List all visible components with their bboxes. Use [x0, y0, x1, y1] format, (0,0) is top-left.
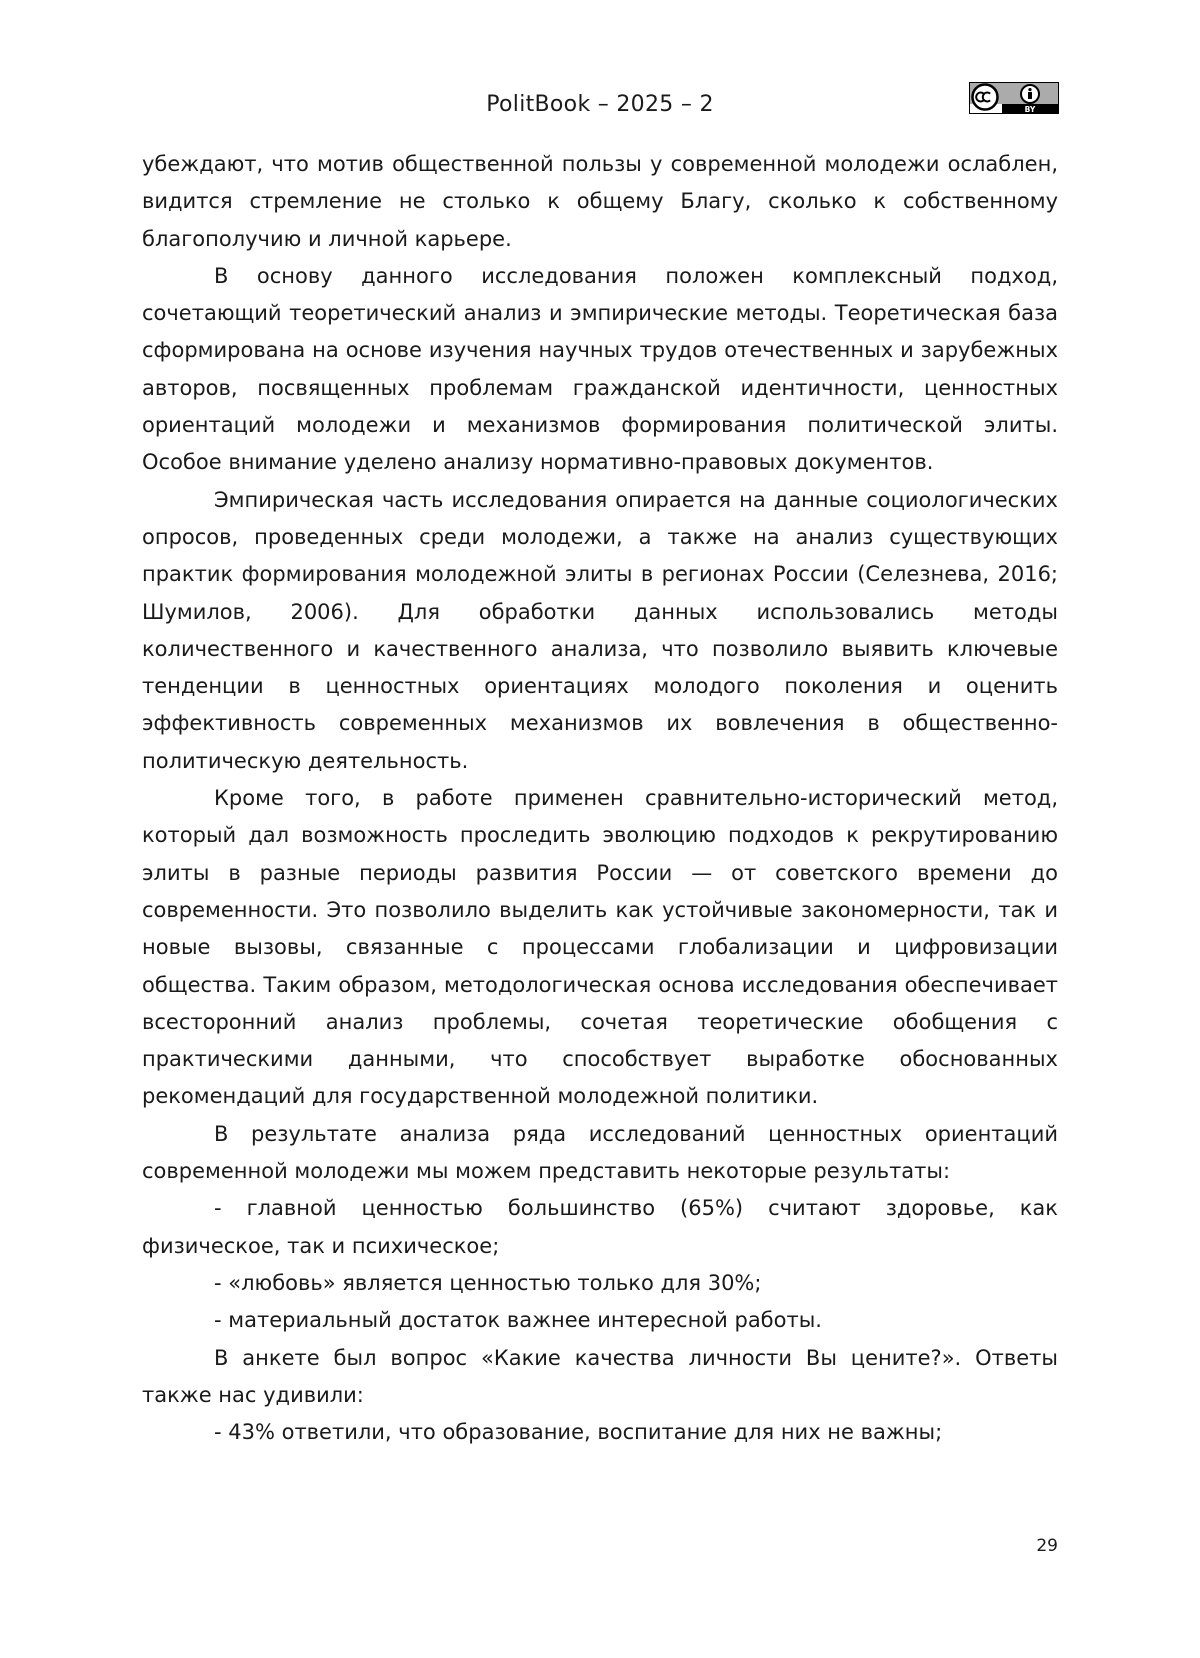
- list-item: - главной ценностью большинство (65%) считают здоровье, как физическое, так и психическое;: [142, 1196, 1058, 1258]
- paragraph: В основу данного исследования положен комплексный подход, сочетающий теоретический анализ и эмпирические методы. Теоретическая база сформирована на основе изучения научных трудов отечественных и зарубежных авторов, посвященных проблемам гражданской идентичности, ценностных ориентаций молодежи и механизмов формирования политической элиты. Особое внимание уделено анализу нормативно-правовых документов.: [142, 263, 1058, 475]
- cc-by-label: BY: [1024, 105, 1036, 114]
- paragraph: убеждают, что мотив общественной пользы у современной молодежи ослаблен, видится стремление не столько к общему Благу, сколько к собственному благополучию и личной карьере.: [142, 152, 1058, 251]
- article-body: [142, 146, 1058, 1451]
- page-number: 29: [1036, 1536, 1058, 1556]
- list-item: - «любовь» является ценностью только для 30%;: [214, 1270, 762, 1295]
- paragraph: Эмпирическая часть исследования опирается на данные социологических опросов, проведенных среди молодежи, а также на анализ существующих практик формирования молодежной элиты в регионах России (Селезнева, 2016; Шумилов, 2006). Для обработки данных использовались методы количественного и качественного анализа, что позволило выявить ключевые тенденции в ценностных ориентациях молодого поколения и оценить эффективность современных механизмов их вовлечения в общественно-политическую деятельность.: [142, 487, 1058, 773]
- list-item: - 43% ответили, что образование, воспитание для них не важны;: [214, 1420, 943, 1445]
- list-item: - материальный достаток важнее интересной работы.: [214, 1308, 822, 1333]
- paragraph: Кроме того, в работе применен сравнительно-исторический метод, который дал возможность проследить эволюцию подходов к рекрутированию элиты в разные периоды развития России — от советского времени до современности. Это позволило выделить как устойчивые закономерности, так и новые вызовы, связанные с процессами глобализации и цифровизации общества. Таким образом, методологическая основа исследования обеспечивает всесторонний анализ проблемы, сочетая теоретические обобщения с практическими данными, что способствует выработке обоснованных рекомендаций для государственной молодежной политики.: [142, 786, 1058, 1109]
- cc-by-icon: [969, 82, 1059, 114]
- paragraph: В анкете был вопрос «Какие качества личности Вы цените?». Ответы также нас удивили:: [142, 1345, 1058, 1407]
- paragraph: В результате анализа ряда исследований ценностных ориентаций современной молодежи мы можем представить некоторые результаты:: [142, 1121, 1058, 1184]
- running-header: PolitBook – 2025 – 2: [486, 92, 714, 117]
- cc-by-license-badge: [969, 82, 1059, 114]
